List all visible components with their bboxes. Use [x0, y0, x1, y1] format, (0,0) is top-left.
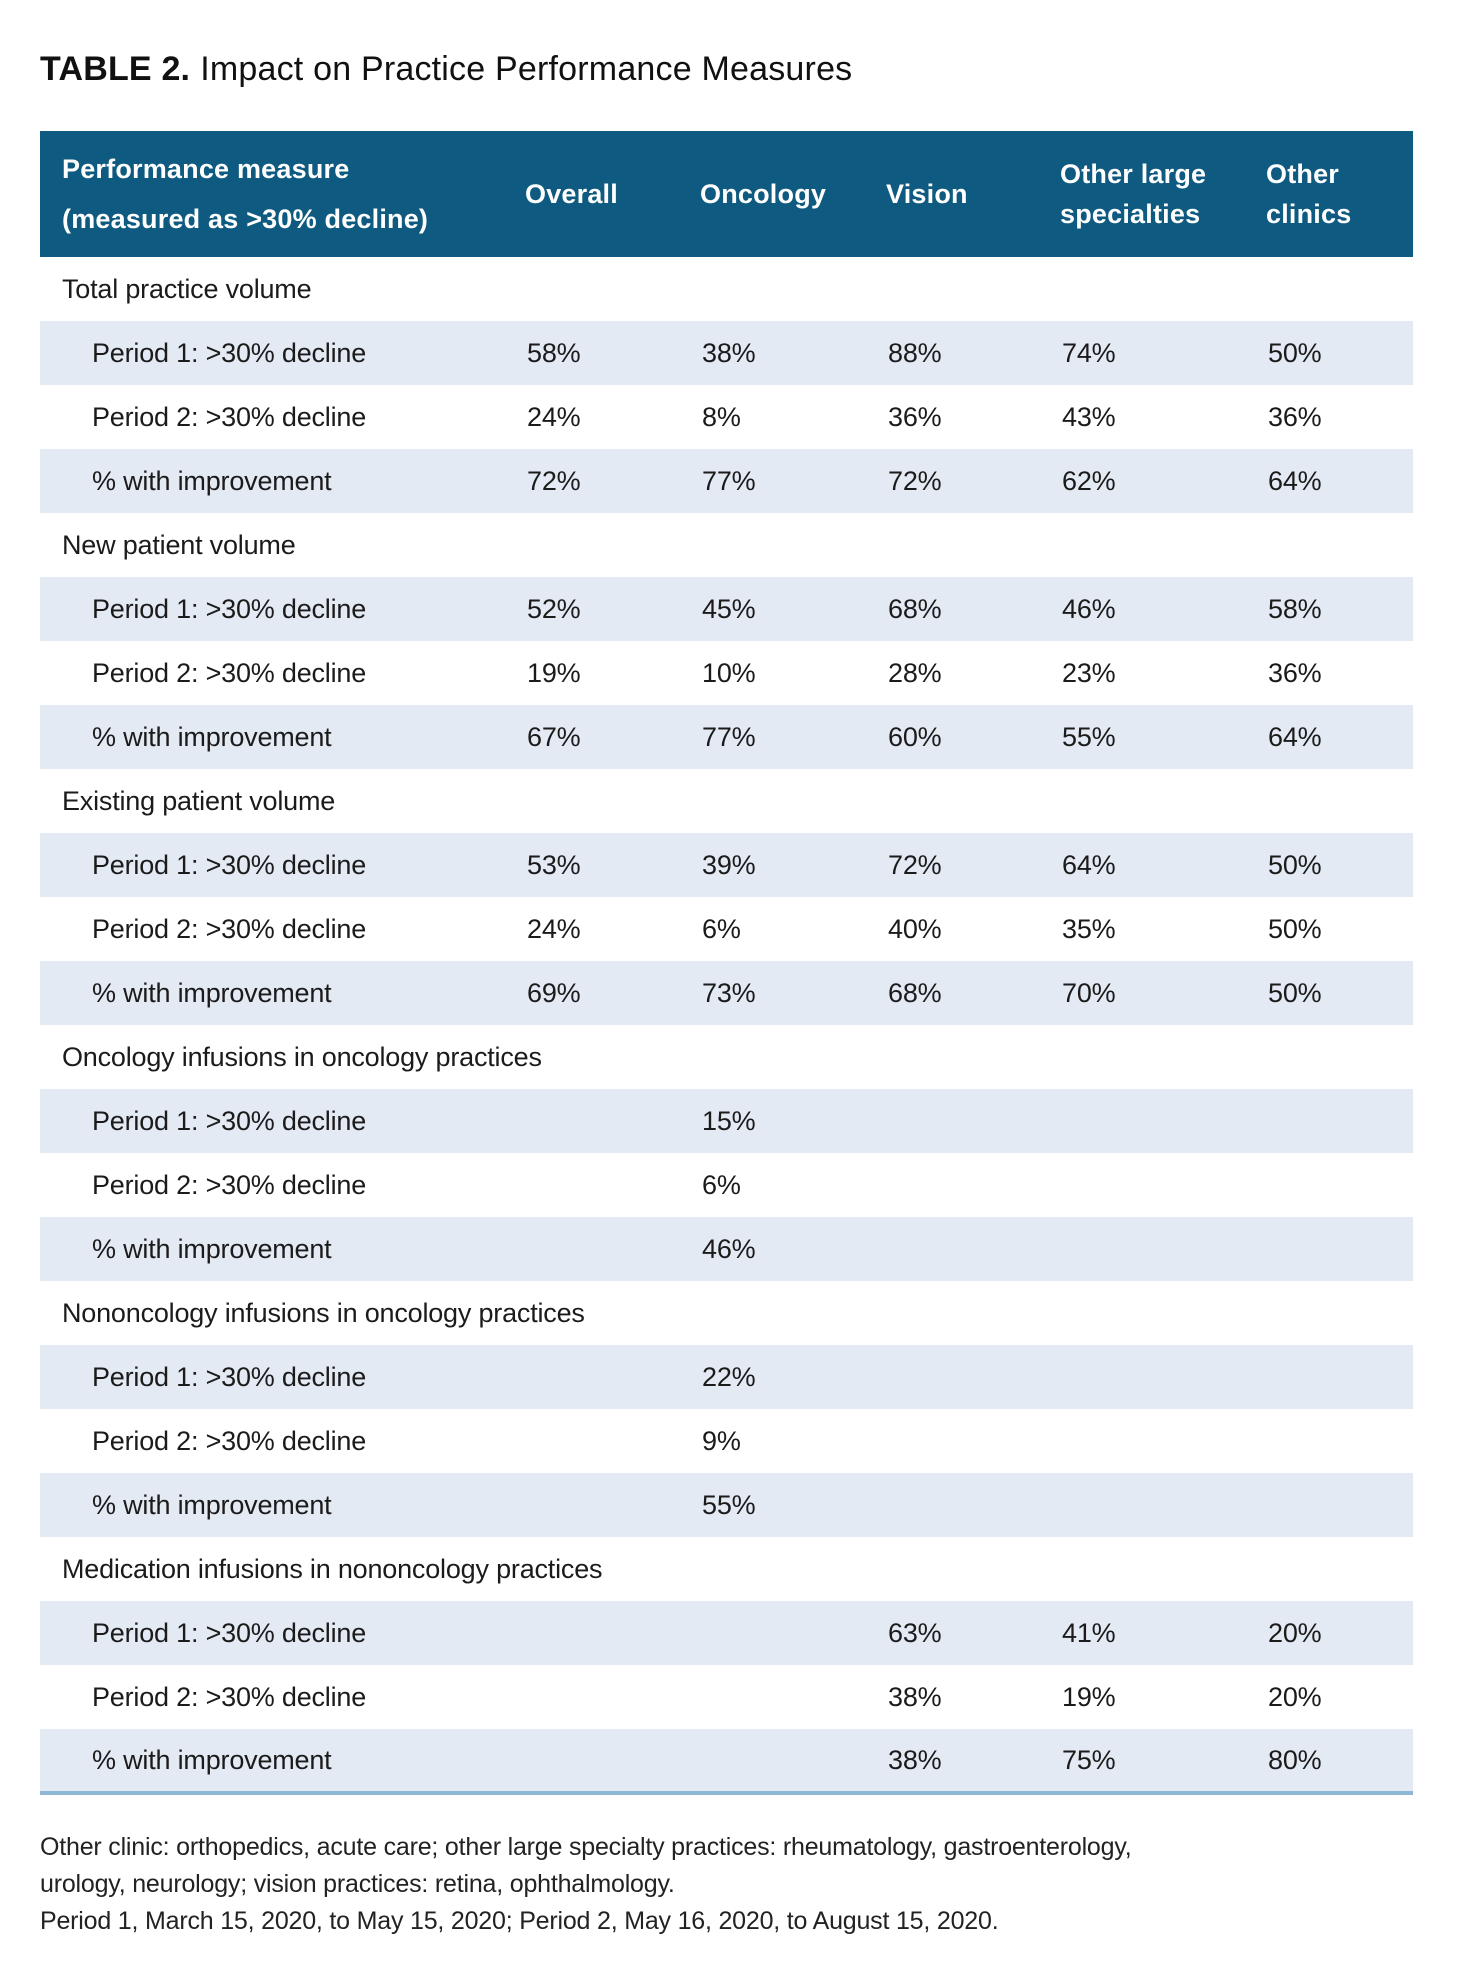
- cell-value: 68%: [886, 961, 1060, 1025]
- cell-value: [525, 1409, 700, 1473]
- cell-value: 24%: [527, 401, 581, 432]
- cell-value: [886, 1089, 1060, 1153]
- column-header-oncology: Oncology: [700, 131, 886, 257]
- cell-value: 77%: [700, 705, 886, 769]
- cell-value: 58%: [1266, 577, 1413, 641]
- cell-value: 64%: [1060, 833, 1266, 897]
- cell-value: 72%: [886, 833, 1060, 897]
- cell-value: 50%: [1268, 913, 1322, 944]
- cell-value: [1266, 1473, 1413, 1537]
- row-label: % with improvement: [40, 1729, 525, 1793]
- cell-value: 39%: [700, 833, 886, 897]
- table-row: [40, 1665, 1413, 1729]
- row-label: Period 1: >30% decline: [40, 833, 525, 897]
- cell-value: 58%: [525, 321, 700, 385]
- cell-value: [525, 1473, 700, 1537]
- cell-value: [525, 1217, 700, 1281]
- section-title: Total practice volume: [40, 257, 1413, 321]
- row-label: % with improvement: [40, 449, 525, 513]
- cell-value: 10%: [702, 657, 756, 688]
- cell-value: [886, 1153, 1060, 1217]
- cell-value: [700, 1601, 886, 1665]
- cell-value: 77%: [700, 449, 886, 513]
- table-row: [40, 321, 1413, 385]
- row-label: Period 2: >30% decline: [92, 401, 367, 432]
- cell-value: 19%: [527, 657, 581, 688]
- cell-value: [525, 1665, 700, 1729]
- cell-value: 35%: [1062, 913, 1116, 944]
- cell-value: [1060, 1153, 1266, 1217]
- cell-value: 40%: [888, 913, 942, 944]
- cell-value: [700, 1729, 886, 1793]
- cell-value: [525, 1153, 700, 1217]
- column-header-other-large-specialties: Other large specialties: [1060, 131, 1266, 257]
- row-label: Period 1: >30% decline: [40, 321, 525, 385]
- table-row: [40, 1729, 1413, 1793]
- cell-value: 73%: [700, 961, 886, 1025]
- cell-value: 8%: [702, 401, 741, 432]
- section-row: [40, 1025, 1413, 1089]
- cell-value: 36%: [1268, 401, 1322, 432]
- cell-value: 43%: [1062, 401, 1116, 432]
- cell-value: [886, 1473, 1060, 1537]
- table-row: [40, 577, 1413, 641]
- cell-value: [1060, 1409, 1266, 1473]
- table-body: [40, 257, 1413, 1793]
- cell-value: [1060, 1345, 1266, 1409]
- table-row: [40, 1473, 1413, 1537]
- table-row: [40, 897, 1413, 961]
- cell-value: [886, 1409, 1060, 1473]
- table-row: [40, 1409, 1413, 1473]
- cell-value: [1266, 1089, 1413, 1153]
- cell-value: 63%: [886, 1601, 1060, 1665]
- cell-value: 6%: [702, 1169, 741, 1200]
- table-row: [40, 1089, 1413, 1153]
- cell-value: 60%: [886, 705, 1060, 769]
- performance-table: [40, 131, 1413, 1795]
- cell-value: 62%: [1060, 449, 1266, 513]
- table-row: [40, 705, 1413, 769]
- table-row: [40, 833, 1413, 897]
- section-row: [40, 257, 1413, 321]
- cell-value: 23%: [1062, 657, 1116, 688]
- table-title-text: Impact on Practice Performance Measures: [200, 50, 853, 88]
- cell-value: 55%: [1060, 705, 1266, 769]
- section-row: [40, 513, 1413, 577]
- cell-value: 38%: [700, 321, 886, 385]
- row-label: % with improvement: [40, 705, 525, 769]
- cell-value: 70%: [1060, 961, 1266, 1025]
- cell-value: 22%: [700, 1345, 886, 1409]
- table-row: [40, 1153, 1413, 1217]
- column-header-vision: Vision: [886, 131, 1060, 257]
- cell-value: 24%: [527, 913, 581, 944]
- cell-value: 28%: [888, 657, 942, 688]
- cell-value: [886, 1217, 1060, 1281]
- cell-value: 19%: [1062, 1681, 1116, 1712]
- section-row: [40, 1537, 1413, 1601]
- cell-value: [1060, 1473, 1266, 1537]
- row-label: Period 2: >30% decline: [92, 1681, 367, 1712]
- cell-value: 55%: [700, 1473, 886, 1537]
- cell-value: 72%: [525, 449, 700, 513]
- cell-value: 50%: [1266, 961, 1413, 1025]
- cell-value: 68%: [886, 577, 1060, 641]
- cell-value: 46%: [1060, 577, 1266, 641]
- cell-value: 20%: [1266, 1601, 1413, 1665]
- row-label: Period 2: >30% decline: [92, 1425, 367, 1456]
- measure-line2: (measured as >30% decline): [62, 204, 429, 234]
- row-label: % with improvement: [40, 1473, 525, 1537]
- section-title: Nononcology infusions in oncology practices: [40, 1281, 1413, 1345]
- cell-value: [1266, 1217, 1413, 1281]
- row-label: % with improvement: [40, 961, 525, 1025]
- cell-value: [1266, 1345, 1413, 1409]
- row-label: % with improvement: [40, 1217, 525, 1281]
- column-header-overall: Overall: [525, 131, 700, 257]
- footnotes: [40, 1829, 1170, 1940]
- cell-value: [886, 1345, 1060, 1409]
- table-row: [40, 961, 1413, 1025]
- cell-value: 74%: [1060, 321, 1266, 385]
- cell-value: 64%: [1266, 449, 1413, 513]
- cell-value: [1266, 1409, 1413, 1473]
- cell-value: 20%: [1268, 1681, 1322, 1712]
- cell-value: 69%: [525, 961, 700, 1025]
- row-label: Period 2: >30% decline: [92, 1169, 367, 1200]
- section-title: New patient volume: [40, 513, 1413, 577]
- cell-value: 52%: [525, 577, 700, 641]
- cell-value: 53%: [525, 833, 700, 897]
- column-header-measure: [40, 131, 525, 257]
- section-title: Medication infusions in nononcology practices: [40, 1537, 1413, 1601]
- cell-value: 9%: [702, 1425, 741, 1456]
- cell-value: 50%: [1266, 833, 1413, 897]
- section-title: Existing patient volume: [40, 769, 1413, 833]
- table-row: [40, 1345, 1413, 1409]
- column-header-other-clinics: Other clinics: [1266, 131, 1413, 257]
- footnote-period-definitions: Period 1, March 15, 2020, to May 15, 2020; Period 2, May 16, 2020, to August 15, 2020.: [40, 1907, 999, 1935]
- cell-value: 38%: [888, 1681, 942, 1712]
- row-label: Period 1: >30% decline: [40, 1601, 525, 1665]
- section-row: [40, 769, 1413, 833]
- cell-value: [525, 1601, 700, 1665]
- cell-value: 88%: [886, 321, 1060, 385]
- table-row: [40, 385, 1413, 449]
- cell-value: [1060, 1089, 1266, 1153]
- cell-value: 50%: [1266, 321, 1413, 385]
- cell-value: 41%: [1060, 1601, 1266, 1665]
- cell-value: 46%: [700, 1217, 886, 1281]
- row-label: Period 2: >30% decline: [92, 657, 367, 688]
- cell-value: 72%: [886, 449, 1060, 513]
- cell-value: 6%: [702, 913, 741, 944]
- cell-value: 64%: [1266, 705, 1413, 769]
- cell-value: 38%: [886, 1729, 1060, 1793]
- row-label: Period 1: >30% decline: [40, 1089, 525, 1153]
- table-row: [40, 641, 1413, 705]
- cell-value: [525, 1729, 700, 1793]
- cell-value: [1060, 1217, 1266, 1281]
- row-label: Period 2: >30% decline: [92, 913, 367, 944]
- cell-value: [1266, 1153, 1413, 1217]
- table-row: [40, 1217, 1413, 1281]
- table-number: TABLE 2.: [40, 50, 191, 88]
- cell-value: 67%: [525, 705, 700, 769]
- table-row: [40, 449, 1413, 513]
- cell-value: [700, 1665, 886, 1729]
- table-title: [40, 50, 1422, 89]
- cell-value: 15%: [700, 1089, 886, 1153]
- cell-value: [525, 1089, 700, 1153]
- footnote-clinic-definitions: Other clinic: orthopedics, acute care; other large specialty practices: rheumatology, gastroenterology, urology, neurology; vision practices: retina, ophthalmology.: [40, 1833, 1132, 1898]
- cell-value: 80%: [1266, 1729, 1413, 1793]
- cell-value: 75%: [1060, 1729, 1266, 1793]
- section-row: [40, 1281, 1413, 1345]
- measure-line1: Performance measure: [62, 154, 350, 184]
- table-header-row: [40, 131, 1413, 257]
- row-label: Period 1: >30% decline: [40, 1345, 525, 1409]
- cell-value: [525, 1345, 700, 1409]
- cell-value: 45%: [700, 577, 886, 641]
- table-row: [40, 1601, 1413, 1665]
- cell-value: 36%: [1268, 657, 1322, 688]
- cell-value: 36%: [888, 401, 942, 432]
- row-label: Period 1: >30% decline: [40, 577, 525, 641]
- section-title: Oncology infusions in oncology practices: [40, 1025, 1413, 1089]
